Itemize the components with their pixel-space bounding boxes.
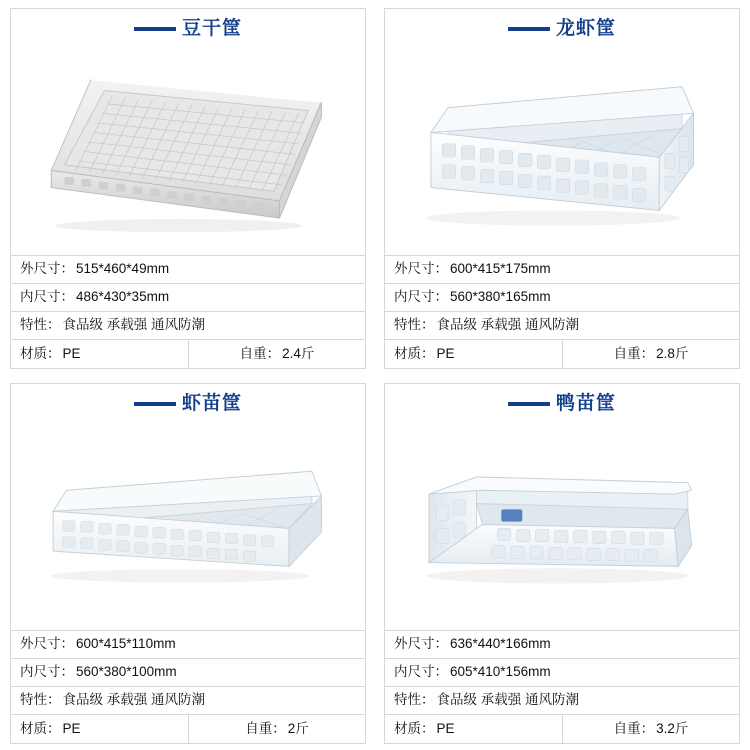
spec-weight	[562, 715, 739, 743]
spec-material	[385, 715, 562, 743]
spec-weight-label: 自重：	[239, 345, 281, 361]
product-image-duckling-crate	[385, 417, 739, 630]
spec-outer-label: 外尺寸：	[394, 261, 448, 277]
spec-outer	[11, 256, 365, 283]
spec-weight-value: 3.2斤	[656, 720, 689, 736]
spec-row-feature	[11, 312, 365, 340]
product-card[interactable]	[10, 8, 366, 369]
spec-feature-value: 食品级 承载强 通风防潮	[62, 692, 206, 708]
spec-weight-value: 2斤	[287, 720, 309, 736]
spec-row-feature	[11, 687, 365, 715]
spec-inner-value: 605*410*156mm	[450, 664, 551, 680]
product-title: 鸭苗筐	[555, 393, 616, 414]
spec-inner-label: 内尺寸：	[20, 664, 74, 680]
spec-inner-label: 内尺寸：	[394, 289, 448, 305]
spec-material-value: PE	[62, 720, 81, 736]
spec-weight-label: 自重：	[613, 720, 655, 736]
spec-outer-value: 600*415*175mm	[450, 261, 551, 277]
spec-weight-value: 2.8斤	[656, 345, 689, 361]
spec-material-label: 材质：	[394, 345, 435, 361]
spec-feature-label: 特性：	[20, 692, 61, 708]
spec-inner-label: 内尺寸：	[394, 664, 448, 680]
spec-outer-value: 636*440*166mm	[450, 636, 551, 652]
spec-material-value: PE	[62, 345, 81, 361]
spec-feature	[385, 312, 739, 339]
spec-row-outer	[385, 256, 739, 284]
card-header	[385, 9, 739, 42]
title-dash-icon	[508, 27, 550, 31]
spec-material	[11, 715, 188, 743]
spec-row-feature	[385, 687, 739, 715]
crate-illustration	[36, 57, 340, 240]
product-card[interactable]	[384, 383, 740, 744]
spec-row-material-weight	[11, 715, 365, 743]
spec-inner	[11, 284, 365, 311]
spec-table	[11, 255, 365, 368]
spec-row-inner	[385, 284, 739, 312]
spec-material-label: 材质：	[20, 345, 61, 361]
spec-feature	[11, 312, 365, 339]
spec-material-value: PE	[436, 720, 455, 736]
spec-outer-label: 外尺寸：	[20, 636, 74, 652]
spec-material-label: 材质：	[394, 720, 435, 736]
spec-row-material-weight	[385, 340, 739, 368]
spec-weight-label: 自重：	[613, 345, 655, 361]
spec-inner	[385, 284, 739, 311]
crate-illustration	[410, 57, 714, 240]
product-image-lobster-crate	[385, 42, 739, 255]
card-header	[385, 384, 739, 417]
title-dash-icon	[134, 27, 176, 31]
spec-row-outer	[385, 631, 739, 659]
spec-outer-value: 600*415*110mm	[76, 636, 176, 652]
spec-row-material-weight	[11, 340, 365, 368]
spec-row-inner	[385, 659, 739, 687]
product-card[interactable]	[384, 8, 740, 369]
spec-outer	[385, 256, 739, 283]
spec-inner-value: 486*430*35mm	[76, 289, 170, 305]
product-title: 虾苗筐	[181, 393, 242, 414]
title-dash-icon	[508, 402, 550, 406]
spec-table	[385, 255, 739, 368]
spec-feature-label: 特性：	[20, 317, 61, 333]
spec-weight	[562, 340, 739, 368]
product-image-shrimp-fry-crate	[11, 417, 365, 630]
spec-material	[11, 340, 188, 368]
spec-material	[385, 340, 562, 368]
spec-feature-value: 食品级 承载强 通风防潮	[436, 692, 580, 708]
card-header	[11, 384, 365, 417]
spec-inner-value: 560*380*100mm	[76, 664, 177, 680]
spec-outer-label: 外尺寸：	[20, 261, 74, 277]
spec-feature	[11, 687, 365, 714]
spec-outer	[385, 631, 739, 658]
spec-inner-label: 内尺寸：	[20, 289, 74, 305]
spec-material-label: 材质：	[20, 720, 61, 736]
spec-table	[11, 630, 365, 743]
crate-illustration	[410, 432, 714, 615]
spec-feature-value: 食品级 承载强 通风防潮	[62, 317, 206, 333]
product-title: 龙虾筐	[555, 18, 616, 39]
spec-outer-label: 外尺寸：	[394, 636, 448, 652]
spec-inner	[385, 659, 739, 686]
spec-feature-value: 食品级 承载强 通风防潮	[436, 317, 580, 333]
spec-weight-value: 2.4斤	[282, 345, 315, 361]
spec-feature	[385, 687, 739, 714]
spec-material-value: PE	[436, 345, 455, 361]
spec-inner	[11, 659, 365, 686]
spec-outer-value: 515*460*49mm	[76, 261, 170, 277]
spec-row-material-weight	[385, 715, 739, 743]
spec-feature-label: 特性：	[394, 317, 435, 333]
spec-feature-label: 特性：	[394, 692, 435, 708]
spec-outer	[11, 631, 365, 658]
spec-weight-label: 自重：	[245, 720, 286, 736]
spec-row-inner	[11, 284, 365, 312]
title-dash-icon	[134, 402, 176, 406]
spec-table	[385, 630, 739, 743]
spec-row-outer	[11, 631, 365, 659]
spec-row-outer	[11, 256, 365, 284]
product-title: 豆干筐	[181, 18, 242, 39]
spec-weight	[188, 715, 365, 743]
crate-illustration	[36, 432, 340, 615]
spec-inner-value: 560*380*165mm	[450, 289, 551, 305]
spec-row-feature	[385, 312, 739, 340]
spec-row-inner	[11, 659, 365, 687]
product-image-tofu-tray	[11, 42, 365, 255]
spec-weight	[188, 340, 365, 368]
product-card[interactable]	[10, 383, 366, 744]
card-header	[11, 9, 365, 42]
